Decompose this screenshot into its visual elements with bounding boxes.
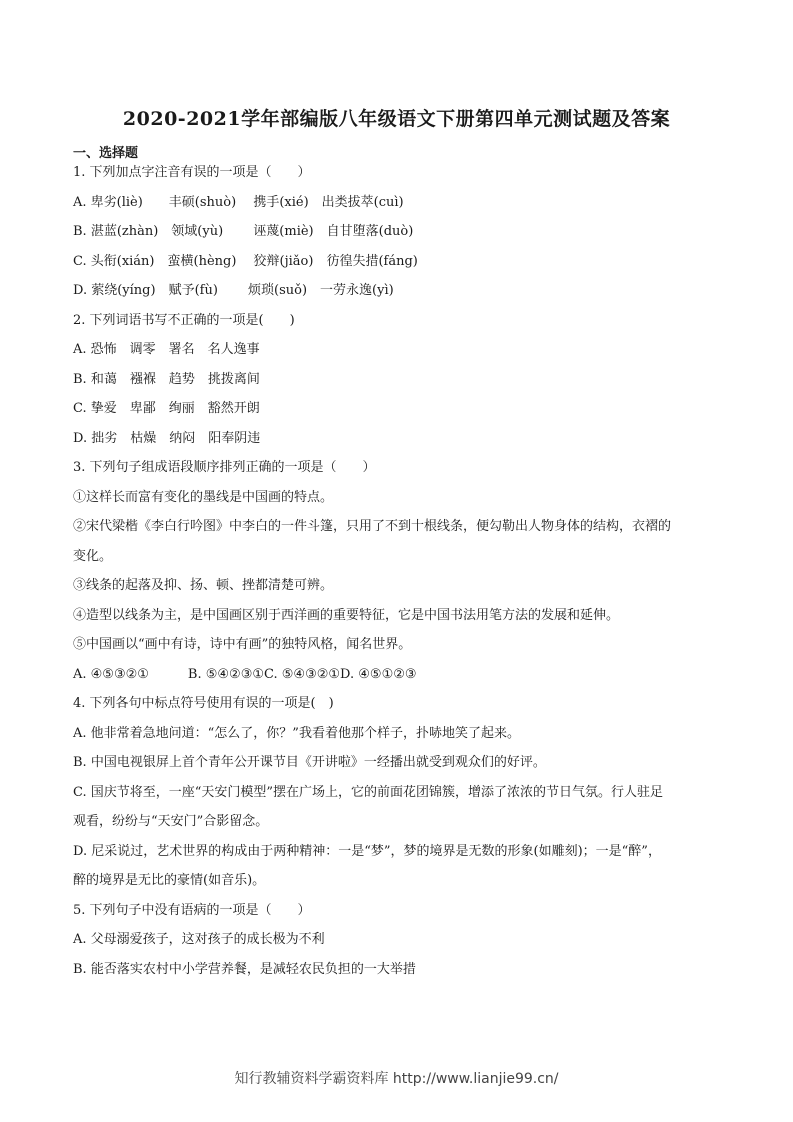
question-3-sentence-3: ③线条的起落及抑、扬、顿、挫都清楚可辨。 (73, 578, 334, 593)
question-4-option-c-cont: 观看，纷纷与“天安门”合影留念。 (73, 814, 269, 829)
question-content (73, 163, 728, 989)
question-1-option-c: C. 头衔(xián) 蛮横(hèng) 狡辩(jiǎo) 彷徨失措(fáng) (73, 253, 418, 269)
question-3-sentence-5: ⑤中国画以“画中有诗，诗中有画”的独特风格，闻名世界。 (73, 637, 412, 652)
document-title: 2020-2021学年部编版八年级语文下册第四单元测试题及答案 (122, 108, 671, 130)
question-4-option-a: A. 他非常着急地问道：“怎么了，你？”我看着他那个样子，扑哧地笑了起来。 (73, 725, 520, 741)
question-3-sentence-2-cont: 变化。 (73, 548, 113, 564)
question-2-option-b: B. 和蔼 襁褓 趋势 挑拨离间 (73, 371, 260, 387)
question-4-option-d: D. 尼采说过，艺术世界的构成由于两种精神：一是“梦”，梦的境界是无数的形象(如雕刻)；一是“醉”， (73, 843, 661, 859)
question-1-stem: 1. 下列加点字注音有误的一项是（ ） (73, 165, 311, 180)
question-5-option-a: A. 父母溺爱孩子，这对孩子的成长极为不利 (73, 932, 325, 947)
question-2-option-d: D. 拙劣 枯燥 纳闷 阳奉阴违 (73, 430, 261, 446)
question-4-option-d-cont: 醉的境界是无比的豪情(如音乐)。 (73, 873, 266, 888)
question-4-option-b: B. 中国电视银屏上首个青年公开课节目《开讲啦》一经播出就受到观众们的好评。 (73, 755, 546, 770)
question-2-option-c: C. 挚爱 卑鄙 绚丽 豁然开朗 (73, 401, 260, 416)
question-4-option-c: C. 国庆节将至，一座“天安门模型”摆在广场上，它的前面花团锦簇，增添了浓浓的节日气氛。行人驻足 (73, 784, 664, 800)
question-1-option-a: A. 卑劣(liè) 丰硕(shuò) 携手(xié) 出类拔萃(cuì) (73, 194, 404, 210)
section-heading: 一、选择题 (73, 146, 139, 161)
question-2-stem: 2. 下列词语书写不正确的一项是( ) (73, 312, 295, 328)
question-5-option-b: B. 能否落实农村中小学营养餐，是减轻农民负担的一大举措 (73, 961, 416, 977)
question-3-sentence-4: ④造型以线条为主，是中国画区别于西洋画的重要特征，它是中国书法用笔方法的发展和延伸。 (73, 607, 620, 623)
question-4-stem: 4. 下列各句中标点符号使用有误的一项是( ) (73, 696, 334, 711)
page-footer: 知行教辅资料学霸资料库 http://www.lianjie99.cn/ (234, 1071, 559, 1087)
question-3-options: A. ④⑤③②① B. ⑤④②③①C. ⑤④③②①D. ④⑤①②③ (73, 666, 417, 682)
question-3-sentence-1: ①这样长而富有变化的墨线是中国画的特点。 (73, 489, 334, 505)
question-1-option-b: B. 湛蓝(zhàn) 领域(yù) 诬蔑(miè) 自甘堕落(duò) (73, 224, 414, 239)
question-1-option-d: D. 萦绕(yíng) 赋予(fù) 烦琐(suǒ) 一劳永逸(yì) (73, 283, 394, 298)
question-3-stem: 3. 下列句子组成语段顺序排列正确的一项是（ ） (73, 460, 376, 475)
question-3-sentence-2: ②宋代梁楷《李白行吟图》中李白的一件斗篷，只用了不到十根线条，便勾勒出人物身体的结构，衣褶的 (73, 519, 672, 534)
question-5-stem: 5. 下列句子中没有语病的一项是（ ） (73, 902, 311, 918)
question-2-option-a: A. 恐怖 调零 署名 名人逸事 (73, 342, 260, 357)
